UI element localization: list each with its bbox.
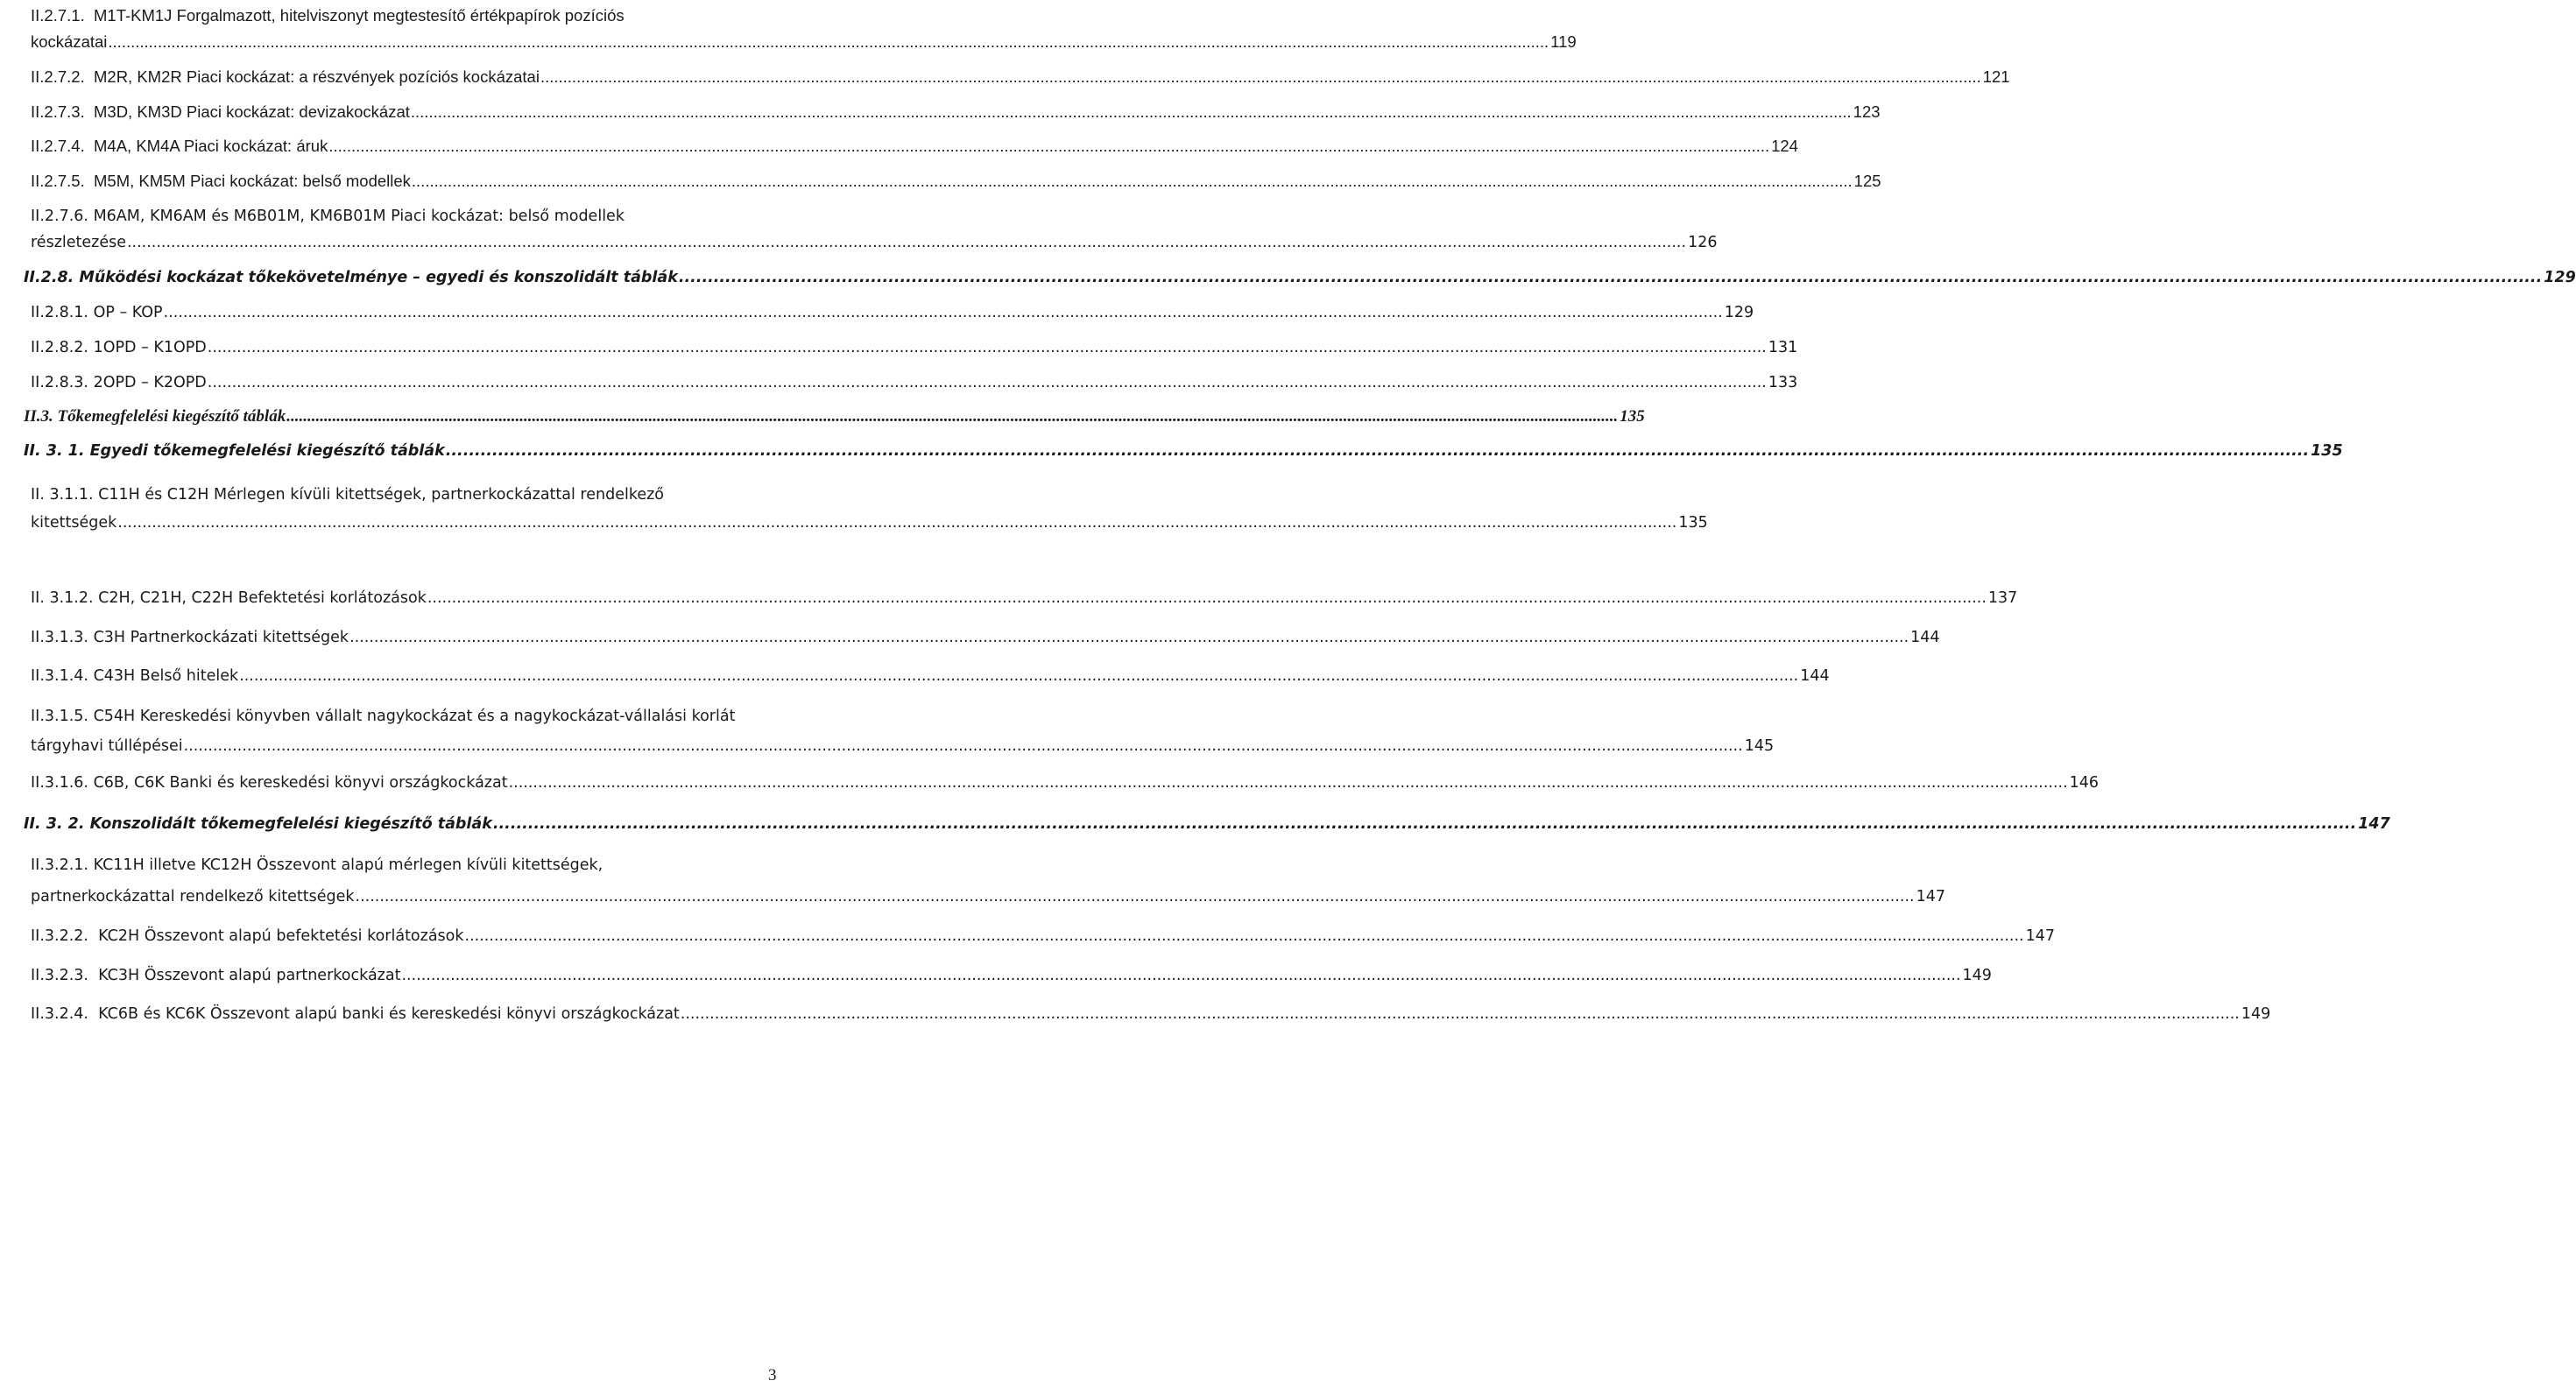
toc-entry-number: II.3.1.4. bbox=[31, 667, 88, 685]
toc-entry-number: II. 3.1.2. bbox=[31, 589, 94, 607]
toc-entry-title: C11H és C12H Mérlegen kívüli kitettségek, partnerkockázattal rendelkező bbox=[98, 486, 664, 504]
toc-entry-number: II.3. bbox=[24, 407, 53, 426]
toc-entry-number: II. 3. 2. bbox=[24, 815, 85, 833]
toc-entry-title: 2OPD – K2OPD bbox=[93, 374, 207, 391]
toc-entry-number: II.2.8. bbox=[24, 269, 74, 286]
toc-entry-page: 124 bbox=[1771, 137, 1798, 155]
toc-leader-dots bbox=[681, 1001, 2240, 1027]
toc-entry-page: 119 bbox=[1550, 32, 1577, 51]
toc-entry[interactable] bbox=[31, 203, 1718, 256]
toc-leader-dots bbox=[540, 64, 1981, 90]
toc-entry-number: II.2.8.2. bbox=[31, 339, 88, 356]
toc-entry-page: 135 bbox=[1620, 407, 1645, 426]
toc-entry-number: II.2.8.1. bbox=[31, 304, 88, 321]
toc-entry-page: 135 bbox=[1678, 514, 1708, 532]
toc-leader-dots bbox=[679, 264, 2542, 291]
page-number: 3 bbox=[768, 1366, 777, 1384]
toc-entry-title: 1OPD – K1OPD bbox=[93, 339, 207, 356]
toc-entry-page: 123 bbox=[1853, 102, 1881, 121]
toc-entry[interactable] bbox=[31, 3, 1577, 55]
toc-leader-dots bbox=[509, 770, 2068, 796]
toc-entry-page: 129 bbox=[1724, 304, 1754, 321]
toc-entry-title: Működési kockázat tőkekövetelménye – egyedi és konszolidált táblák bbox=[79, 269, 678, 286]
toc-entry-title: C2H, C21H, C22H Befektetési korlátozások bbox=[98, 589, 427, 607]
toc-entry[interactable] bbox=[31, 481, 1708, 537]
toc-entry-number: II.3.2.1. bbox=[31, 856, 88, 874]
toc-entry[interactable] bbox=[31, 370, 1798, 396]
toc-leader-dots bbox=[446, 438, 2309, 464]
toc-entry-title: M1T-KM1J Forgalmazott, hitelviszonyt megtestesítő értékpapírok pozíciós bbox=[94, 6, 625, 25]
toc-entry-number: II.2.7.6. bbox=[31, 208, 88, 225]
toc-leader-dots bbox=[465, 923, 2024, 949]
toc-leader-dots bbox=[184, 731, 1743, 761]
toc-entry-title: KC2H Összevont alapú befektetési korlátozások bbox=[98, 927, 464, 945]
toc-entry-title-cont: részletezése bbox=[31, 234, 126, 251]
toc-entry-title: KC11H illetve KC12H Összevont alapú mérlegen kívüli kitettségek, bbox=[93, 856, 603, 874]
toc-entry-page: 147 bbox=[2358, 815, 2390, 833]
toc-entry[interactable] bbox=[24, 264, 2576, 291]
toc-entry-number: II.3.1.6. bbox=[31, 774, 88, 792]
toc-entry-page: 147 bbox=[1916, 888, 1945, 905]
toc-entry-title: M3D, KM3D Piaci kockázat: devizakockázat bbox=[94, 102, 410, 121]
toc-leader-dots bbox=[208, 370, 1767, 396]
toc-entry-title-cont: partnerkockázattal rendelkező kitettségek bbox=[31, 888, 355, 905]
toc-entry-title: C6B, C6K Banki és kereskedési könyvi országkockázat bbox=[93, 774, 508, 792]
toc-entry-title: Konszolidált tőkemegfelelési kiegészítő táblák bbox=[89, 815, 492, 833]
toc-entry-title: KC3H Összevont alapú partnerkockázat bbox=[98, 967, 401, 984]
toc-entry-title: Tőkemegfelelési kiegészítő táblák bbox=[57, 407, 286, 426]
toc-entry-page: 149 bbox=[1962, 967, 1992, 984]
toc-entry-page: 144 bbox=[1910, 629, 1940, 646]
toc-entry-number: II.2.8.3. bbox=[31, 374, 88, 391]
toc-entry-page: 126 bbox=[1688, 234, 1718, 251]
toc-entry[interactable] bbox=[31, 133, 1798, 159]
toc-entry[interactable] bbox=[31, 701, 1775, 761]
toc-entry-title-cont: tárgyhavi túllépései bbox=[31, 737, 183, 755]
toc-leader-dots bbox=[328, 133, 1769, 159]
toc-entry[interactable] bbox=[24, 404, 1645, 430]
toc-leader-dots bbox=[356, 881, 1915, 912]
toc-entry-number: II.3.1.5. bbox=[31, 708, 88, 725]
toc-leader-dots bbox=[493, 811, 2356, 837]
toc-entry-title: M4A, KM4A Piaci kockázat: áruk bbox=[94, 137, 328, 155]
toc-entry-title: M6AM, KM6AM és M6B01M, KM6B01M Piaci kockázat: belső modellek bbox=[93, 208, 625, 225]
toc-entry-number: II. 3. 1. bbox=[24, 442, 85, 460]
toc-entry-number: II.3.2.2. bbox=[31, 927, 88, 945]
toc-entry[interactable] bbox=[31, 335, 1798, 361]
toc-entry[interactable] bbox=[31, 299, 1754, 326]
toc-entry-number: II.2.7.2. bbox=[31, 67, 85, 86]
toc-entry[interactable] bbox=[24, 438, 2343, 464]
toc-entry-number: II.2.7.3. bbox=[31, 102, 85, 121]
toc-entry-title: C43H Belső hitelek bbox=[93, 667, 239, 685]
toc-entry-number: II.3.2.4. bbox=[31, 1005, 88, 1023]
toc-entry-page: 144 bbox=[1800, 667, 1830, 685]
toc-entry-page: 125 bbox=[1853, 172, 1881, 190]
toc-entry-number: II.2.7.5. bbox=[31, 172, 85, 190]
toc-entry-page: 147 bbox=[2025, 927, 2055, 945]
toc-entry-page: 133 bbox=[1768, 374, 1798, 391]
toc-entry[interactable] bbox=[31, 585, 2018, 611]
toc-leader-dots bbox=[108, 29, 1549, 55]
toc-entry-title: M2R, KM2R Piaci kockázat: a részvények pozíciós kockázatai bbox=[94, 67, 540, 86]
toc-leader-dots bbox=[164, 299, 1723, 326]
toc-entry[interactable] bbox=[31, 99, 1881, 125]
toc-entry-page: 145 bbox=[1744, 737, 1775, 755]
toc-leader-dots bbox=[412, 168, 1853, 194]
toc-entry-page: 131 bbox=[1768, 339, 1798, 356]
toc-entry-number: II.3.1.3. bbox=[31, 629, 88, 646]
toc-entry-title: M5M, KM5M Piaci kockázat: belső modellek bbox=[94, 172, 411, 190]
toc-entry[interactable] bbox=[31, 1001, 2271, 1027]
toc-entry-title: C54H Kereskedési könyvben vállalt nagykockázat és a nagykockázat-vállalási korlát bbox=[93, 708, 736, 725]
toc-leader-dots bbox=[286, 404, 1618, 430]
toc-entry-number: II. 3.1.1. bbox=[31, 486, 94, 504]
toc-entry-title: C3H Partnerkockázati kitettségek bbox=[93, 629, 349, 646]
toc-leader-dots bbox=[127, 229, 1686, 256]
toc-entry-number: II.3.2.3. bbox=[31, 967, 88, 984]
toc-entry-title: Egyedi tőkemegfelelési kiegészítő táblák bbox=[89, 442, 445, 460]
toc-entry-title-cont: kitettségek bbox=[31, 514, 117, 532]
toc-leader-dots bbox=[239, 663, 1798, 689]
toc-entry[interactable] bbox=[31, 168, 1881, 194]
toc-entry[interactable] bbox=[31, 770, 2100, 796]
toc-leader-dots bbox=[349, 624, 1909, 651]
toc-entry-page: 135 bbox=[2311, 442, 2343, 460]
toc-entry[interactable] bbox=[31, 923, 2055, 949]
toc-entry[interactable] bbox=[31, 663, 1830, 689]
toc-entry[interactable] bbox=[31, 64, 2010, 90]
toc-leader-dots bbox=[208, 335, 1767, 361]
toc-entry[interactable] bbox=[31, 849, 1945, 912]
toc-entry-page: 121 bbox=[1982, 67, 2010, 86]
toc-entry[interactable] bbox=[24, 811, 2390, 837]
toc-entry-page: 129 bbox=[2544, 269, 2576, 286]
toc-entry-title-cont: kockázatai bbox=[31, 32, 108, 51]
toc-leader-dots bbox=[427, 585, 1987, 611]
toc-entry-title: OP – KOP bbox=[93, 304, 163, 321]
toc-leader-dots bbox=[117, 509, 1676, 537]
toc-entry-number: II.2.7.4. bbox=[31, 137, 85, 155]
toc-entry-number: II.2.7.1. bbox=[31, 6, 85, 25]
toc-entry[interactable] bbox=[31, 962, 1992, 989]
toc-entry[interactable] bbox=[31, 624, 1940, 651]
toc-entry-page: 149 bbox=[2241, 1005, 2271, 1023]
toc-leader-dots bbox=[401, 962, 1960, 989]
toc-entry-page: 137 bbox=[1987, 589, 2018, 607]
toc-leader-dots bbox=[411, 99, 1852, 125]
toc-entry-title: KC6B és KC6K Összevont alapú banki és kereskedési könyvi országkockázat bbox=[98, 1005, 680, 1023]
toc-entry-page: 146 bbox=[2069, 774, 2100, 792]
